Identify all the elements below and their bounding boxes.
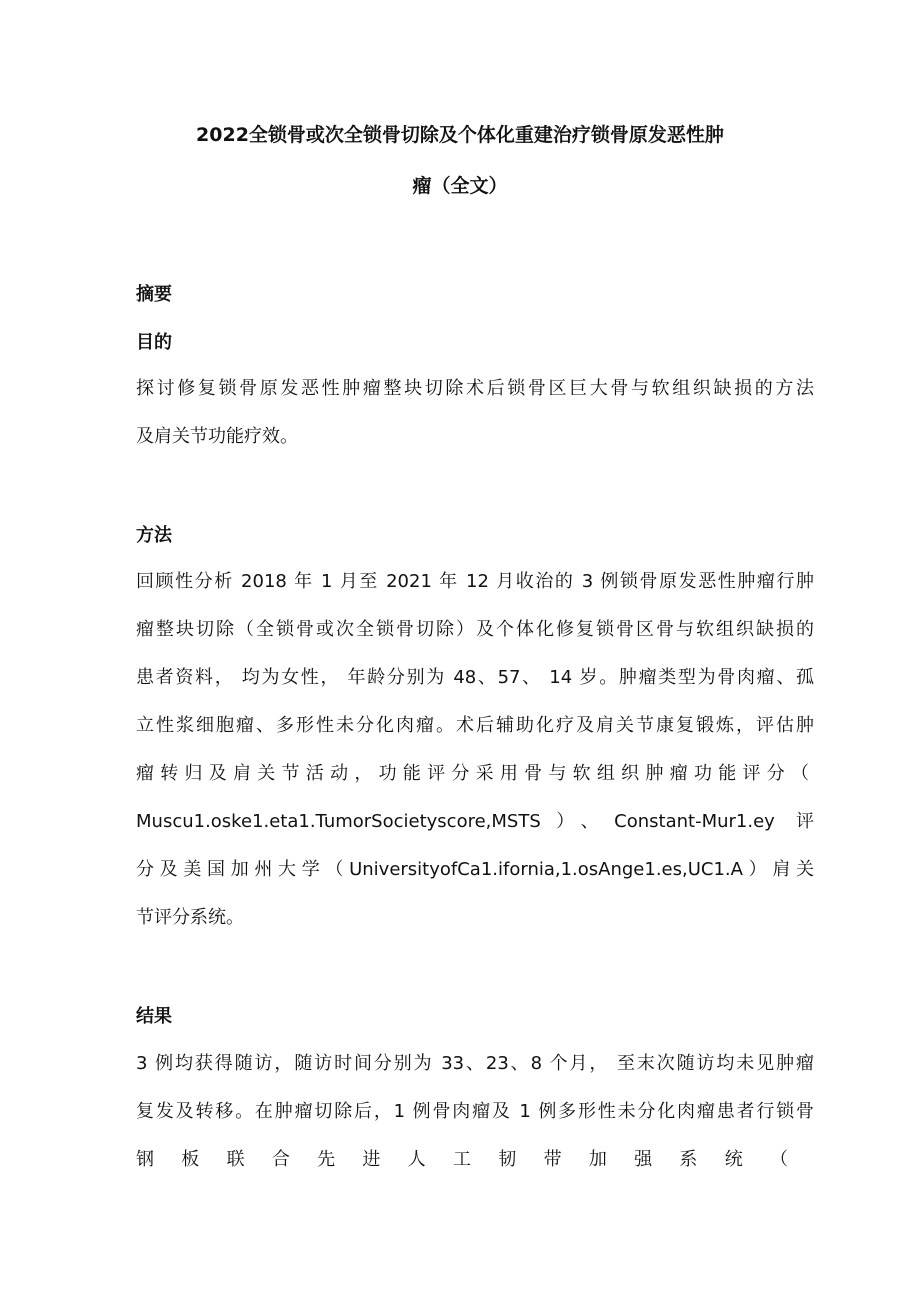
document-title-line-2: 瘤（全文） — [412, 175, 508, 197]
purpose-heading: 目的 — [136, 332, 172, 353]
paragraph-line: 及肩关节功能疗效。 — [136, 426, 298, 447]
paragraph-line: 3 例均获得随访，随访时间分别为 33、23、8 个月， 至末次随访均未见肿瘤 — [136, 1053, 814, 1074]
paragraph-line: 钢板联合先进人工韧带加强系统（ — [136, 1149, 814, 1170]
paragraph-line: 分及美国加州大学（UniversityofCa1.ifornia,1.osAnge1.es,UC1.A）肩关 — [136, 859, 814, 880]
paragraph-line: 瘤整块切除（全锁骨或次全锁骨切除）及个体化修复锁骨区骨与软组织缺损的 — [136, 619, 814, 640]
methods-heading: 方法 — [136, 525, 172, 546]
methods-paragraph — [136, 558, 814, 942]
abstract-heading: 摘要 — [136, 284, 172, 305]
paragraph-line: 节评分系统。 — [136, 907, 244, 928]
paragraph-line: 探讨修复锁骨原发恶性肿瘤整块切除术后锁骨区巨大骨与软组织缺损的方法 — [136, 378, 814, 399]
results-paragraph — [136, 1040, 814, 1184]
results-heading: 结果 — [136, 1006, 172, 1027]
document-title-line-1: 2022全锁骨或次全锁骨切除及个体化重建治疗锁骨原发恶性肿 — [196, 124, 724, 146]
paragraph-line: 复发及转移。在肿瘤切除后，1 例骨肉瘤及 1 例多形性未分化肉瘤患者行锁骨 — [136, 1101, 814, 1122]
paragraph-line: Muscu1.oske1.eta1.TumorSocietyscore,MSTS）、Constant-Mur1.ey 评 — [136, 811, 814, 832]
paragraph-line: 瘤转归及肩关节活动，功能评分采用骨与软组织肿瘤功能评分（ — [136, 763, 814, 784]
paragraph-line: 立性浆细胞瘤、多形性未分化肉瘤。术后辅助化疗及肩关节康复锻炼，评估肿 — [136, 715, 814, 736]
purpose-paragraph — [136, 365, 814, 461]
paragraph-line: 患者资料， 均为女性， 年龄分别为 48、57、 14 岁。肿瘤类型为骨肉瘤、孤 — [136, 667, 814, 688]
paragraph-line: 回顾性分析 2018 年 1 月至 2021 年 12 月收治的 3 例锁骨原发恶性肿瘤行肿 — [136, 571, 814, 592]
